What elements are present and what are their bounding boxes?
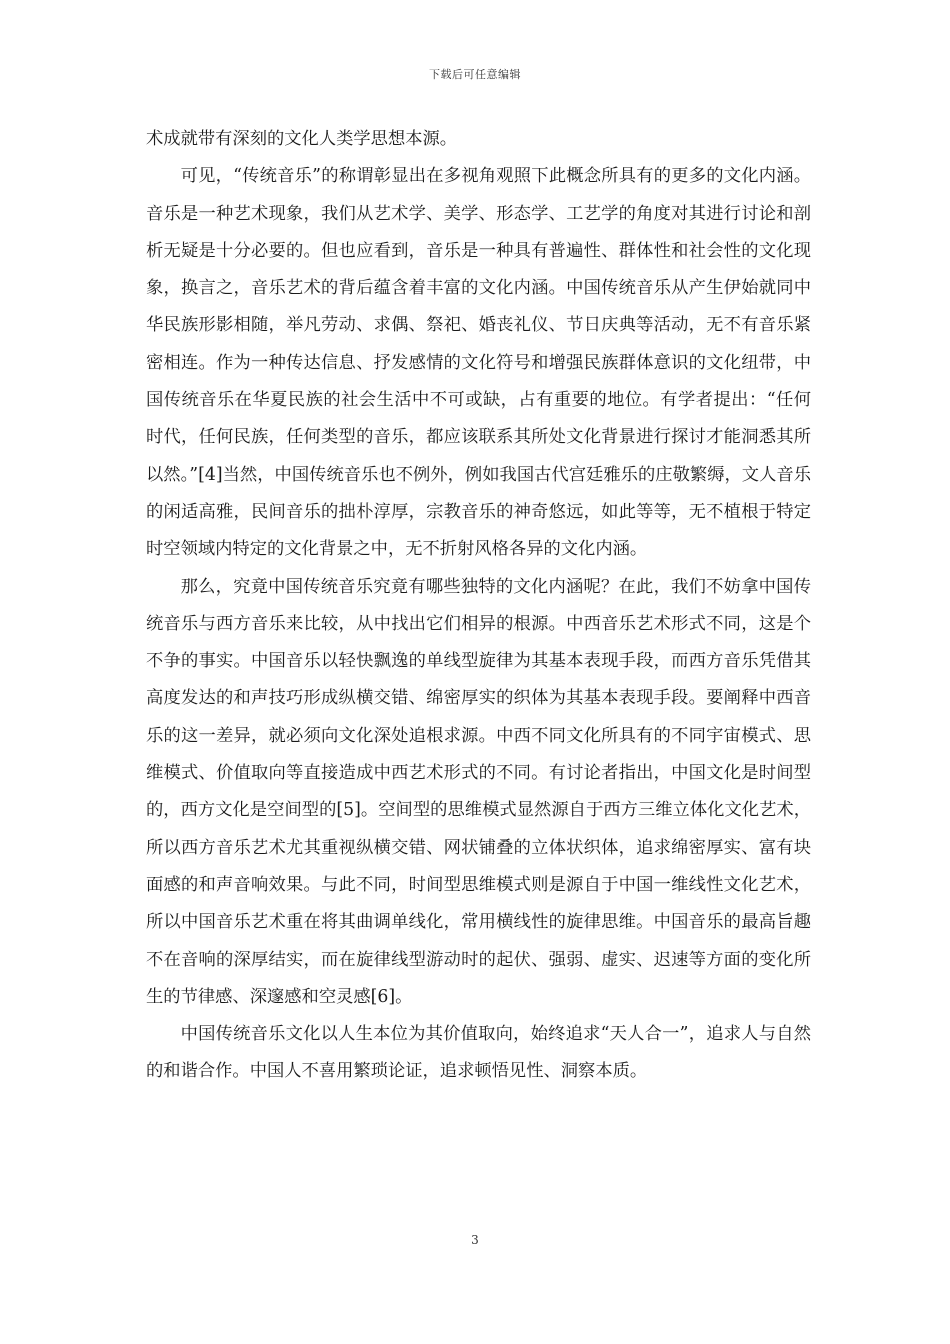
paragraph: 可见，“传统音乐”的称谓彰显出在多视角观照下此概念所具有的更多的文化内涵。音乐是一种艺术现象，我们从艺术学、美学、形态学、工艺学的角度对其进行讨论和剖析无疑是十分必要的。但也应看到，音乐是一种具有普遍性、群体性和社会性的文化现象，换言之，音乐艺术的背后蕴含着丰富的文化内涵。中国传统音乐从产生伊始就同中华民族形影相随，举凡劳动、求偶、祭祀、婚丧礼仪、节日庆典等活动，无不有音乐紧密相连。作为一种传达信息、抒发感情的文化符号和增强民族群体意识的文化纽带，中国传统音乐在华夏民族的社会生活中不可或缺，占有重要的地位。有学者提出：“任何时代，任何民族，任何类型的音乐，都应该联系其所处文化背景进行探讨才能洞悉其所以然。”[4]当然，中国传统音乐也不例外，例如我国古代宫廷雅乐的庄敬繁缛，文人音乐的闲适高雅，民间音乐的拙朴淳厚，宗教音乐的神奇悠远，如此等等，无不植根于特定时空领域内特定的文化背景之中，无不折射风格各异的文化内涵。 [146, 166, 811, 560]
page-number: 3 [471, 1233, 479, 1247]
paragraph-continued: 术成就带有深刻的文化人类学思想本源。 [146, 129, 458, 149]
document-body [146, 121, 811, 1091]
page-header: 下载后可任意编辑 [429, 68, 521, 81]
paragraph: 那么，究竟中国传统音乐究竟有哪些独特的文化内涵呢？在此，我们不妨拿中国传统音乐与西方音乐来比较，从中找出它们相异的根源。中西音乐艺术形式不同，这是个不争的事实。中国音乐以轻快飘逸的单线型旋律为其基本表现手段，而西方音乐凭借其高度发达的和声技巧形成纵横交错、绵密厚实的织体为其基本表现手段。要阐释中西音乐的这一差异，就必须向文化深处追根求源。中西不同文化所具有的不同宇宙模式、思维模式、价值取向等直接造成中西艺术形式的不同。有讨论者指出，中国文化是时间型的，西方文化是空间型的[5]。空间型的思维模式显然源自于西方三维立体化文化艺术，所以西方音乐艺术尤其重视纵横交错、网状铺叠的立体状织体，追求绵密厚实、富有块面感的和声音响效果。与此不同，时间型思维模式则是源自于中国一维线性文化艺术，所以中国音乐艺术重在将其曲调单线化，常用横线性的旋律思维。中国音乐的最高旨趣不在音响的深厚结实，而在旋律线型游动时的起伏、强弱、虚实、迟速等方面的变化所生的节律感、深邃感和空灵感[6]。 [146, 576, 811, 1007]
paragraph: 中国传统音乐文化以人生本位为其价值取向，始终追求“天人合一”，追求人与自然的和谐合作。中国人不喜用繁琐论证，追求顿悟见性、洞察本质。 [146, 1024, 811, 1082]
